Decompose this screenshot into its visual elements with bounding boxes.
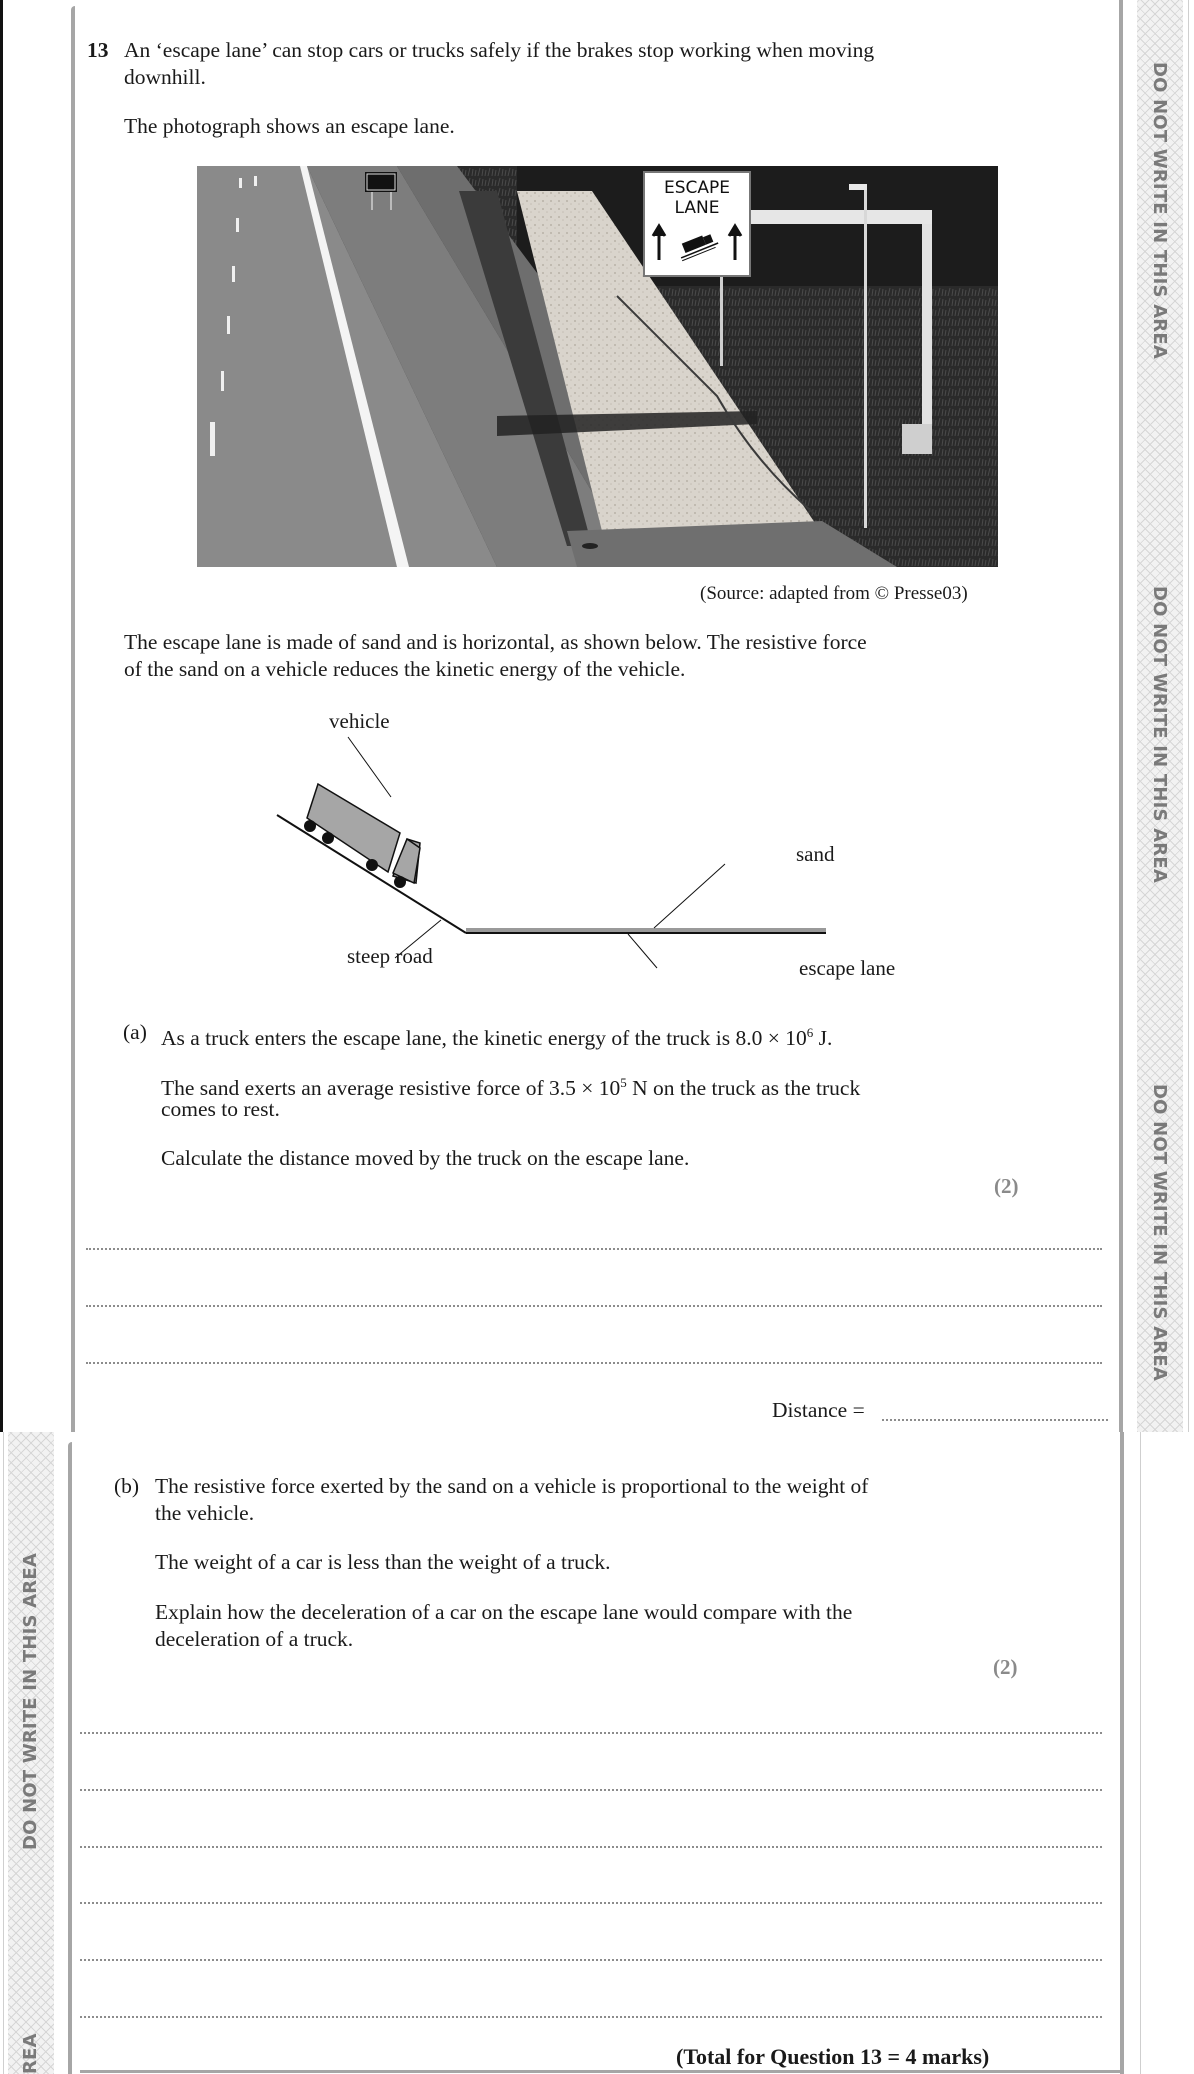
diagram-label-escape-lane: escape lane: [799, 956, 896, 980]
do-not-write-notice: DO NOT WRITE IN THIS AREA: [1149, 586, 1170, 883]
answer-line[interactable]: [80, 1732, 1102, 1734]
right-margin-rule: [1119, 0, 1123, 1432]
photo-intro: The photograph shows an escape lane.: [124, 114, 455, 138]
escape-lane-photograph: [197, 166, 998, 567]
distance-answer-field[interactable]: [882, 1419, 1108, 1421]
page-edge-line: [1188, 0, 1189, 1432]
sign-text-escape: ESCAPE: [663, 178, 731, 198]
question-total: (Total for Question 13 = 4 marks): [676, 2044, 990, 2069]
left-margin-rule: [68, 1442, 72, 2074]
diagram-intro-line: The escape lane is made of sand and is horizontal, as shown below. The resistive force: [124, 630, 867, 654]
do-not-write-notice: DO NOT WRITE IN THIS AREA: [1149, 62, 1170, 359]
do-not-write-notice-partial: REA: [20, 2033, 41, 2074]
question-intro-line: downhill.: [124, 65, 206, 89]
page-edge-line: [1140, 1432, 1141, 2074]
exam-page-bottom: [0, 1432, 1194, 2074]
do-not-write-notice: DO NOT WRITE IN THIS AREA: [1149, 1084, 1170, 1381]
distance-label: Distance =: [772, 1398, 865, 1422]
answer-line[interactable]: [86, 1362, 1102, 1364]
part-b-line2: the vehicle.: [155, 1501, 255, 1525]
part-a-line1: As a truck enters the escape lane, the kinetic energy of the truck is $8.0 \times 10^6$ J.: [161, 1025, 833, 1051]
right-margin-rule: [1120, 1432, 1124, 2074]
diagram-label-steep-road: steep road: [347, 944, 433, 968]
question-intro-line: An ‘escape lane’ can stop cars or trucks safely if the brakes stop working when moving: [124, 38, 875, 62]
answer-line[interactable]: [80, 1789, 1102, 1791]
left-margin-rule: [71, 6, 75, 1432]
do-not-write-notice: DO NOT WRITE IN THIS AREA: [20, 1553, 41, 1850]
question-number: 13: [87, 38, 109, 62]
answer-line[interactable]: [80, 1902, 1102, 1904]
part-a-line2: The sand exerts an average resistive force of $3.5 \times 10^5$ N on the truck as the truck: [161, 1075, 861, 1101]
answer-line[interactable]: [80, 2016, 1102, 2018]
part-a-line3: comes to rest.: [161, 1097, 280, 1121]
part-a-instruction: Calculate the distance moved by the truck on the escape lane.: [161, 1146, 690, 1170]
part-b-marks: (2): [993, 1655, 1018, 1679]
part-b-label: (b): [114, 1474, 140, 1498]
diagram-label-sand: sand: [796, 842, 835, 866]
part-b-line4: Explain how the deceleration of a car on the escape lane would compare with the: [155, 1600, 853, 1624]
photo-source: (Source: adapted from © Presse03): [700, 583, 968, 604]
diagram-intro-line: of the sand on a vehicle reduces the kinetic energy of the vehicle.: [124, 657, 686, 681]
sign-arrows-truck-icon: [647, 218, 747, 264]
part-a-label: (a): [123, 1020, 147, 1044]
answer-line[interactable]: [86, 1305, 1102, 1307]
part-b-line5: deceleration of a truck.: [155, 1627, 354, 1651]
diagram-label-vehicle: vehicle: [329, 709, 390, 733]
part-b-line3: The weight of a car is less than the weight of a truck.: [155, 1550, 611, 1574]
sign-text-lane: LANE: [674, 198, 720, 218]
question-end-rule: [80, 2070, 1120, 2073]
part-b-line1: The resistive force exerted by the sand on a vehicle is proportional to the weight of: [155, 1474, 869, 1498]
escape-lane-sign: [643, 171, 751, 277]
part-a-marks: (2): [994, 1174, 1019, 1198]
page-edge-strip: [0, 0, 3, 1432]
answer-line[interactable]: [80, 1846, 1102, 1848]
escape-lane-diagram: [250, 690, 950, 1010]
answer-line[interactable]: [80, 1959, 1102, 1961]
answer-line[interactable]: [86, 1248, 1102, 1250]
page-edge-line: [3, 1432, 4, 2074]
